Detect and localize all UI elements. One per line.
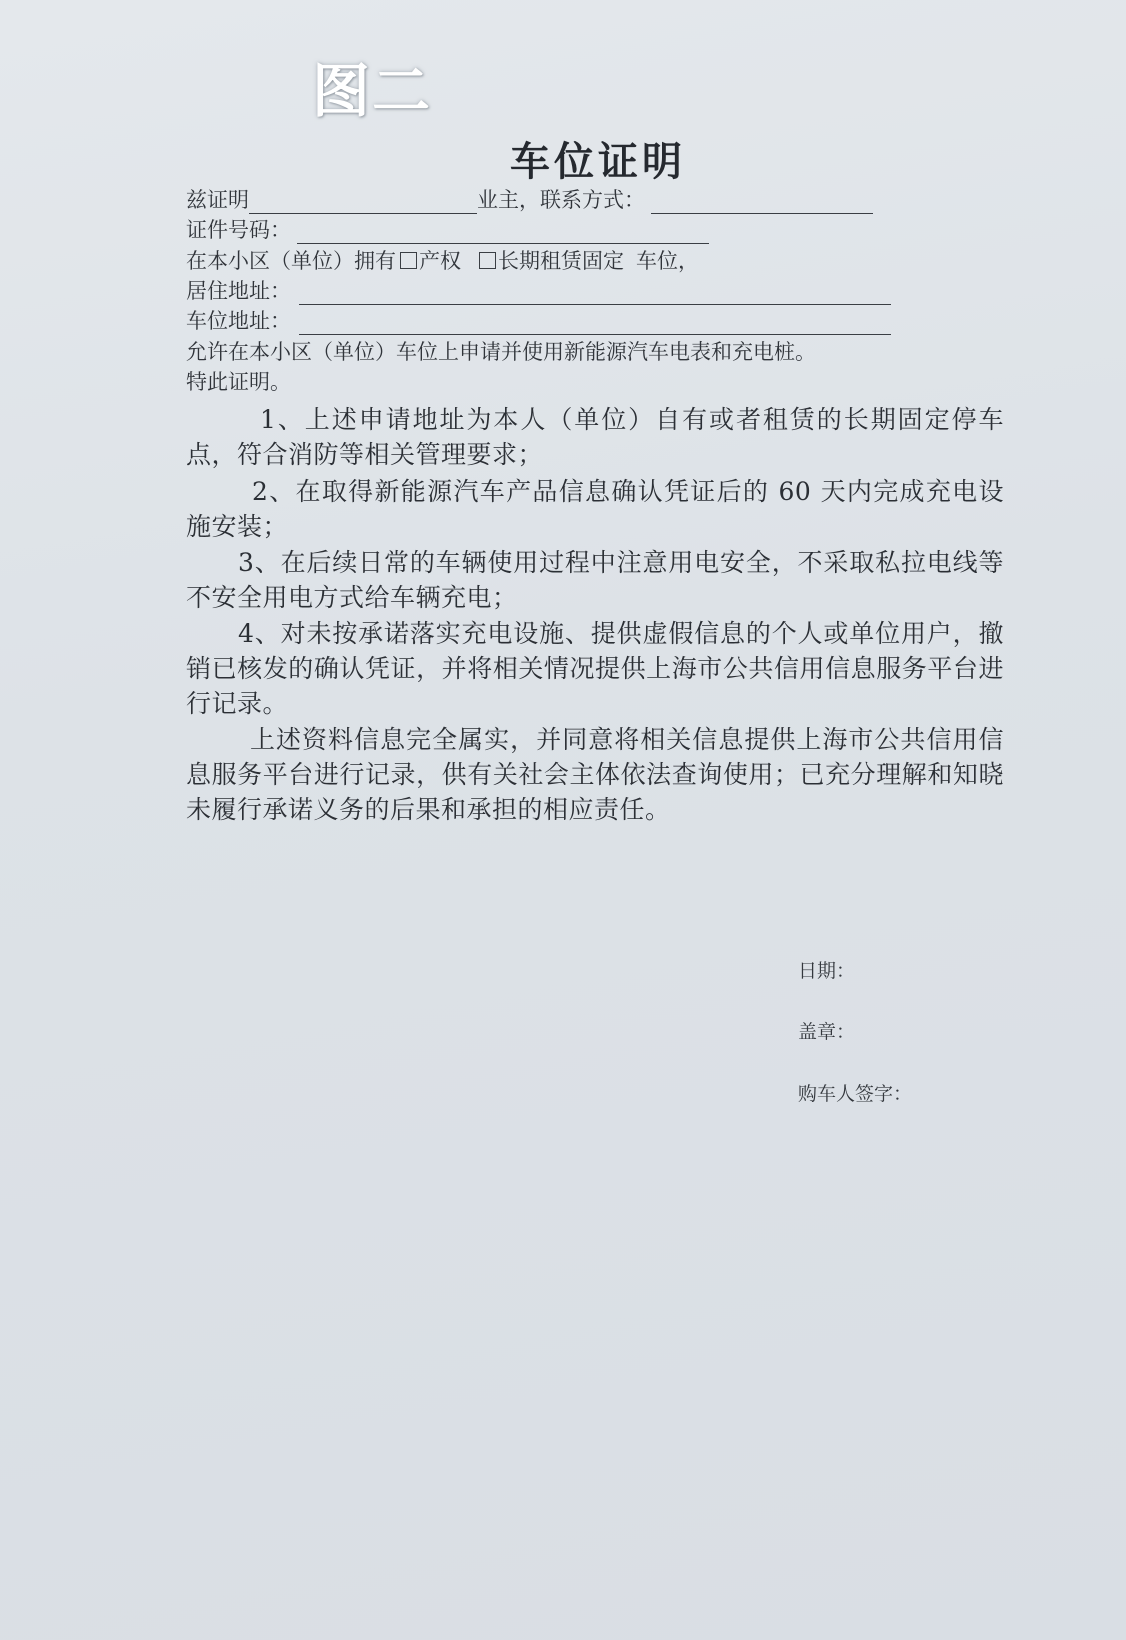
document-title: 车位证明 xyxy=(510,138,686,185)
long-term-lease-label: 长期租赁固定 xyxy=(498,249,624,273)
form-line-residence xyxy=(186,277,891,305)
owner-name-blank[interactable] xyxy=(249,191,477,214)
owner-contact-label: 业主，联系方式： xyxy=(477,188,645,212)
commitment-item-2: 2、在取得新能源汽车产品信息确认凭证后的 60 天内完成充电设施安装； xyxy=(186,477,1004,541)
commitment-item-4: 4、对未按承诺落实充电设施、提供虚假信息的个人或单位用户，撤销已核发的确认凭证，并将相关情况提供上海市公共信用信息服务平台进行记录。 xyxy=(186,619,1004,718)
property-right-label: 产权 xyxy=(419,249,461,273)
form-line-parking xyxy=(186,307,891,335)
certify-label: 兹证明 xyxy=(186,188,249,212)
residence-address-label: 居住地址： xyxy=(186,279,291,303)
form-line-owner xyxy=(186,186,873,214)
id-number-label: 证件号码： xyxy=(186,218,291,242)
buyer-signature-label: 购车人签字： xyxy=(798,1083,913,1105)
long-term-lease-checkbox[interactable] xyxy=(479,252,496,269)
seal-label: 盖章： xyxy=(798,1021,856,1043)
commitment-item-3: 3、在后续日常的车辆使用过程中注意用电安全，不采取私拉电线等不安全用电方式给车辆充电； xyxy=(186,548,1004,612)
ownership-prefix: 在本小区（单位）拥有 xyxy=(186,249,396,273)
parking-address-blank[interactable] xyxy=(299,312,891,335)
commitment-item-1: 1、上述申请地址为本人（单位）自有或者租赁的长期固定停车点，符合消防等相关管理要求； xyxy=(186,405,1004,469)
property-right-checkbox[interactable] xyxy=(400,252,417,269)
parking-address-label: 车位地址： xyxy=(186,309,291,333)
declaration-paragraph: 上述资料信息完全属实，并同意将相关信息提供上海市公共信用信息服务平台进行记录，供有关社会主体依法查询使用；已充分理解和知晓未履行承诺义务的后果和承担的相应责任。 xyxy=(186,725,1004,824)
residence-address-blank[interactable] xyxy=(299,282,891,305)
form-line-id xyxy=(186,216,709,244)
id-number-blank[interactable] xyxy=(297,221,709,244)
date-label: 日期： xyxy=(798,960,856,982)
parking-space-suffix: 车位， xyxy=(636,249,699,273)
contact-blank[interactable] xyxy=(651,191,873,214)
certify-closing: 特此证明。 xyxy=(186,370,291,394)
form-line-ownership xyxy=(186,247,699,275)
figure-label: 图二 xyxy=(312,57,433,125)
permission-statement: 允许在本小区（单位）车位上申请并使用新能源汽车电表和充电桩。 xyxy=(186,340,816,364)
